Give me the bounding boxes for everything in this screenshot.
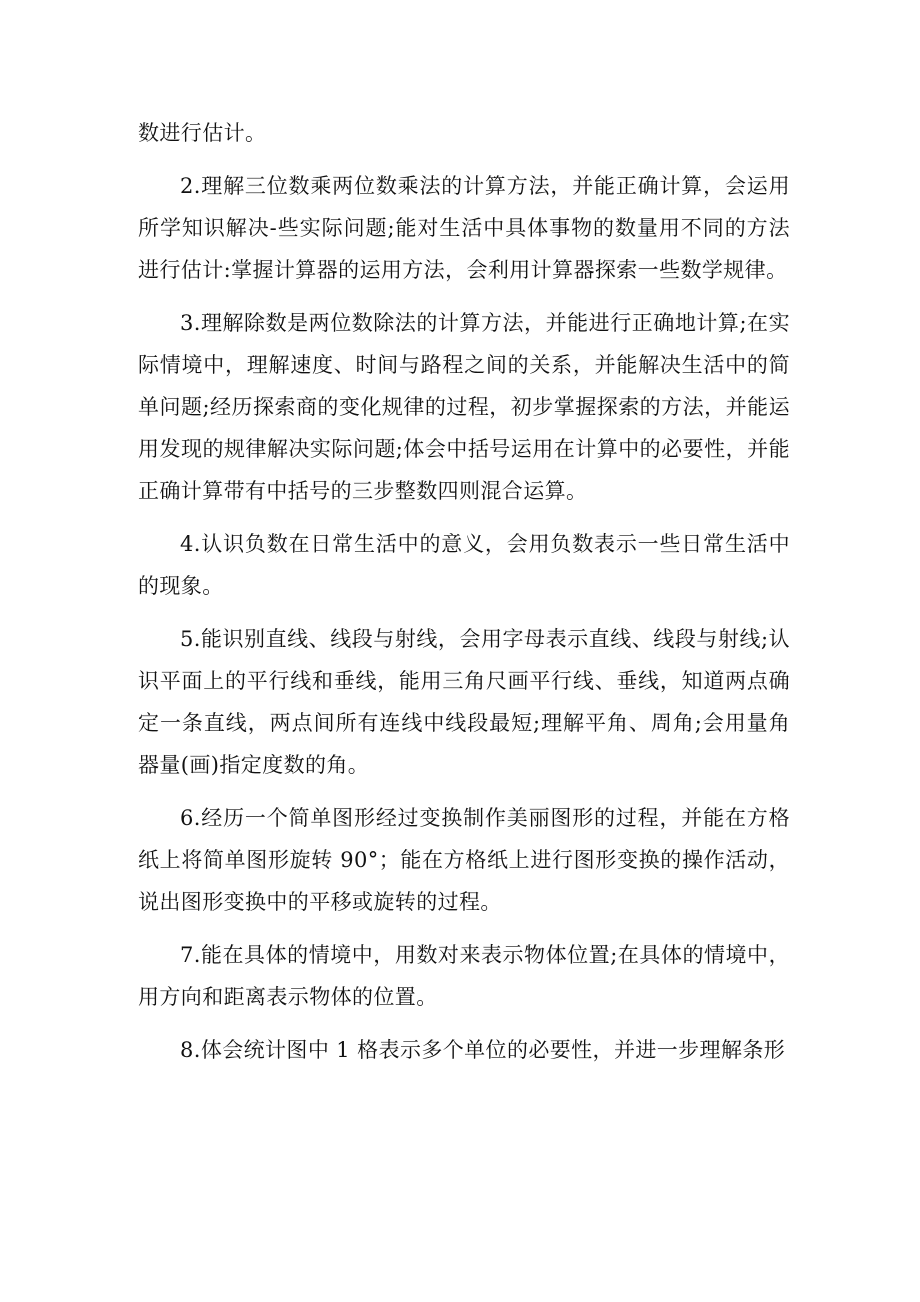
paragraph-continuation: 数进行估计。 xyxy=(138,121,267,145)
paragraph-item-7: 7.能在具体的情境中，用数对来表示物体位置;在具体的情境中，用方向和距离表示物体的位置。 xyxy=(138,943,790,1009)
paragraph-item-3: 3.理解除数是两位数除法的计算方法，并能进行正确地计算;在实际情境中，理解速度、时间与路程之间的关系，并能解决生活中的简单问题;经历探索商的变化规律的过程，初步掌握探索的方法，并能运用发现的规律解决实际问题;体会中括号运用在计算中的必要性，并能正确计算带有中括号的三步整数四则混合运算。 xyxy=(138,311,790,503)
paragraph-item-8: 8.体会统计图中 1 格表示多个单位的必要性，并进一步理解条形 xyxy=(180,1038,786,1062)
document-body xyxy=(138,112,790,1082)
paragraph-item-5: 5.能识别直线、线段与射线，会用字母表示直线、线段与射线;认识平面上的平行线和垂线，能用三角尺画平行线、垂线，知道两点确定一条直线，两点间所有连线中线段最短;理解平角、周角;会用量角器量(画)指定度数的角。 xyxy=(138,627,790,777)
paragraph-item-2: 2.理解三位数乘两位数乘法的计算方法，并能正确计算，会运用所学知识解决-些实际问题;能对生活中具体事物的数量用不同的方法进行估计:掌握计算器的运用方法，会利用计算器探索一些数学规律。 xyxy=(138,174,790,282)
paragraph-item-4: 4.认识负数在日常生活中的意义，会用负数表示一些日常生活中的现象。 xyxy=(138,532,790,598)
paragraph-item-6: 6.经历一个简单图形经过变换制作美丽图形的过程，并能在方格纸上将简单图形旋转 90°；能在方格纸上进行图形变换的操作活动，说出图形变换中的平移或旋转的过程。 xyxy=(138,806,790,914)
